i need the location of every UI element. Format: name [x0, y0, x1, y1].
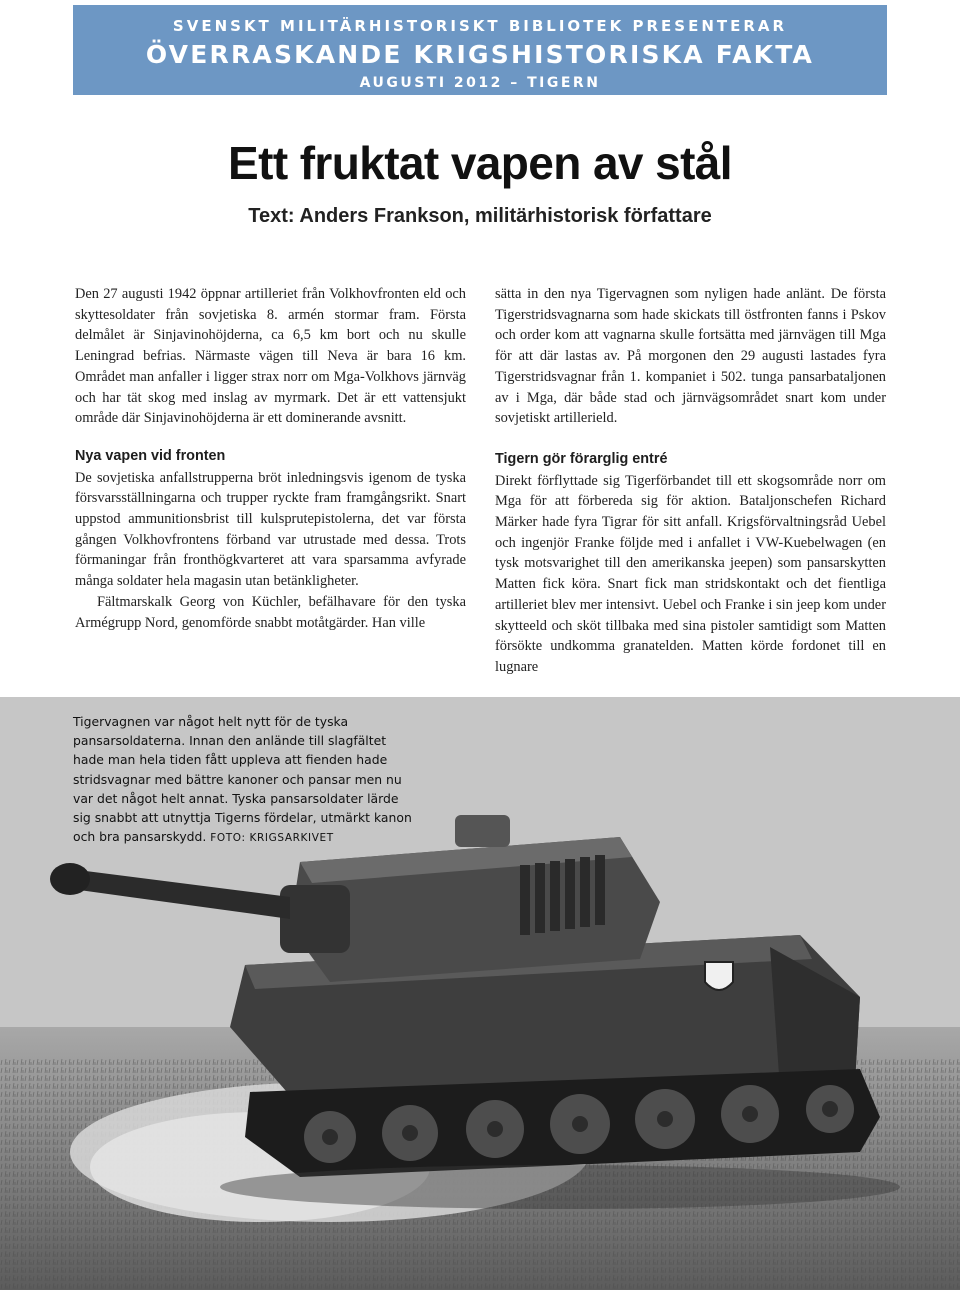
paragraph: sätta in den nya Tigervagnen som nyligen hade anlänt. De första Tigerstridsvagnarna som hade skickats till östfronten fanns i Pskov och order kom att vagnarna skulle fortsätta med järnvägen till Mga för att där lastas av. På morgonen den 29 augusti lastades fyra Tigerstridsvagnar från 1. kompaniet i 502. tunga pansarbataljonen av i Mga, där både stad och järnvägsområdet snart kom under sovjetiskt artillerield.: [495, 286, 886, 427]
banner-issue: AUGUSTI 2012 – TIGERN: [359, 75, 601, 91]
paragraph: Fältmarskalk Georg von Küchler, befälhavare för den tyska Armégrupp Nord, genomförde snabbt motåtgärder. Han ville: [75, 593, 466, 631]
article-column-right: [495, 284, 886, 678]
paragraph: Direkt förflyttade sig Tigerförbandet till ett skogsområde norr om Mga för att förbereda sig för aktion. Bataljonschefen Richard Märker hade fyra Tigrar för sitt anfall. Krigsförvaltningsråd Uebel och ingenjör Franke följde med i anfallet i VW-Kuebelwagen (en tysk motsvarighet till den amerikanska jeepen) som pansarskytten Matten fick köra. Snart fick man stridskontakt och det fientliga artilleriet blev mer intensivt. Uebel och Franke i sin jeep kom under skytteeld och sköt tillbaka med sina pistoler samtidigt som Matten försökte undkomma granatelden. Matten körde fordonet till en lugnare: [495, 472, 886, 675]
header-banner: [73, 5, 887, 95]
section-heading: Tigern gör förarglig entré: [495, 450, 668, 467]
photo-caption: [73, 712, 418, 848]
article-byline: Text: Anders Frankson, militärhistorisk författare: [248, 205, 712, 227]
banner-title: ÖVERRASKANDE KRIGSHISTORISKA FAKTA: [145, 40, 815, 69]
article-column-left: [75, 284, 466, 633]
paragraph: De sovjetiska anfallstrupperna bröt inledningsvis igenom de tyska försvarsställningarna och trupper ryckte fram framgångsrikt. Snart uppstod ammunitionsbrist till kulsprutepistolerna, det var första gången Volkhovfrontens förband var utrustade med dessa. Trots förmaningar från fronthögkvarteret att vara sparsamma avfyrade många soldater hela magasin utan betänkligheter.: [75, 469, 466, 590]
section-heading: Nya vapen vid fronten: [75, 447, 226, 464]
article-title: Ett fruktat vapen av stål: [228, 137, 732, 189]
paragraph: Den 27 augusti 1942 öppnar artilleriet från Volkhovfronten eld och skyttesoldater från sovjetiska 8. armén stormar fram. Första delmålet är Sinjavinohöjderna, ca 6,5 km bort och nu skulle Leningrad befrias. Närmaste vägen till Neva är bara 16 km. Området man anfaller i ligger strax norr om Mga-Volkhovs järnväg och har tät skog med inslag av myrmark. Det är ett vattensjukt område där Sinjavinohöjderna är ett dominerande avsnitt.: [75, 286, 466, 427]
banner-series: SVENSKT MILITÄRHISTORISKT BIBLIOTEK PRESENTERAR: [172, 17, 788, 35]
photo-credit: FOTO: KRIGSARKIVET: [210, 832, 334, 845]
caption-text: Tigervagnen var något helt nytt för de tyska pansarsoldaterna. Innan den anlände till slagfältet hade man hela tiden fått uppleva att fienden hade stridsvagnar med bättre kanoner och pansar men nu var det något helt annat. Tyska pansarsoldater lärde sig snabbt att utnyttja Tigerns fördelar, utmärkt kanon och bra pansarskydd.: [73, 714, 412, 845]
